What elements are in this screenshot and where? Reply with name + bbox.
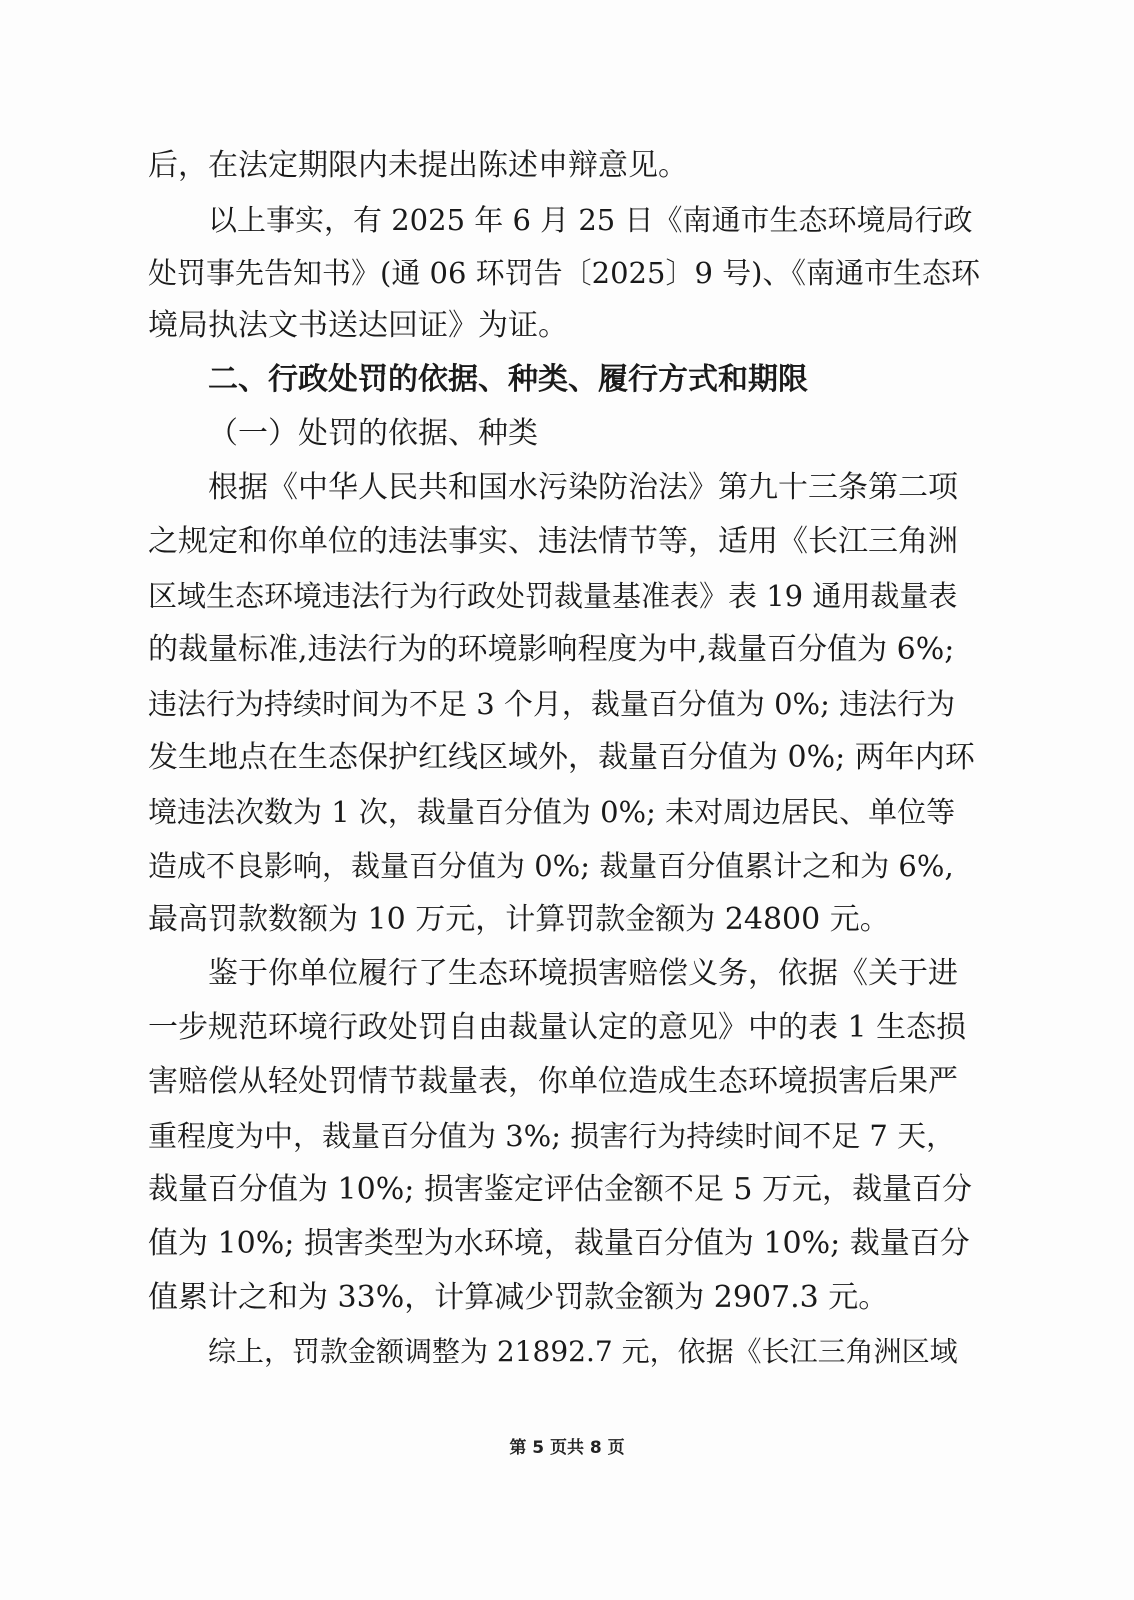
body-line: 违法行为持续时间为不足 3 个月，裁量百分值为 0%; 违法行为 (148, 687, 956, 721)
body-line: 害赔偿从轻处罚情节裁量表，你单位造成生态环境损害后果严 (148, 1064, 958, 1099)
paragraph-first-line: 以上事实，有 2025 年 6 月 25 日《南通市生态环境局行政 (208, 203, 973, 237)
body-line: 处罚事先告知书》(通 06 环罚告〔2025〕9 号)、《南通市生态环 (148, 256, 980, 290)
paragraph-first-line: 综上，罚款金额调整为 21892.7 元，依据《长江三角洲区域 (208, 1335, 958, 1368)
body-line: 后，在法定期限内未提出陈述申辩意见。 (148, 148, 688, 183)
body-line: 发生地点在生态保护红线区域外，裁量百分值为 0%; 两年内环 (148, 740, 975, 775)
body-line: 值为 10%; 损害类型为水环境，裁量百分值为 10%; 裁量百分 (148, 1226, 970, 1261)
body-line: 境违法次数为 1 次，裁量百分值为 0%; 未对周边居民、单位等 (148, 795, 956, 829)
section-heading: 二、行政处罚的依据、种类、履行方式和期限 (208, 362, 808, 397)
body-line: 重程度为中，裁量百分值为 3%; 损害行为持续时间不足 7 天， (148, 1119, 956, 1153)
body-line: 境局执法文书送达回证》为证。 (148, 308, 568, 343)
body-line: 最高罚款数额为 10 万元，计算罚款金额为 24800 元。 (148, 902, 890, 937)
body-line: 的裁量标准,违法行为的环境影响程度为中,裁量百分值为 6%; (148, 632, 955, 667)
page-number-footer: 第 5 页共 8 页 (509, 1438, 625, 1458)
paragraph-first-line: 鉴于你单位履行了生态环境损害赔偿义务，依据《关于进 (208, 956, 958, 991)
body-line: 值累计之和为 33%，计算减少罚款金额为 2907.3 元。 (148, 1280, 889, 1315)
body-line: 一步规范环境行政处罚自由裁量认定的意见》中的表 1 生态损 (148, 1010, 967, 1045)
paragraph-first-line: 根据《中华人民共和国水污染防治法》第九十三条第二项 (208, 470, 958, 505)
body-line: 之规定和你单位的违法事实、违法情节等，适用《长江三角洲 (148, 524, 958, 559)
body-line: 造成不良影响，裁量百分值为 0%; 裁量百分值累计之和为 6%, (148, 849, 954, 883)
subsection-heading: （一）处罚的依据、种类 (208, 416, 538, 451)
body-line: 裁量百分值为 10%; 损害鉴定评估金额不足 5 万元，裁量百分 (148, 1172, 973, 1207)
body-line: 区域生态环境违法行为行政处罚裁量基准表》表 19 通用裁量表 (148, 579, 958, 613)
